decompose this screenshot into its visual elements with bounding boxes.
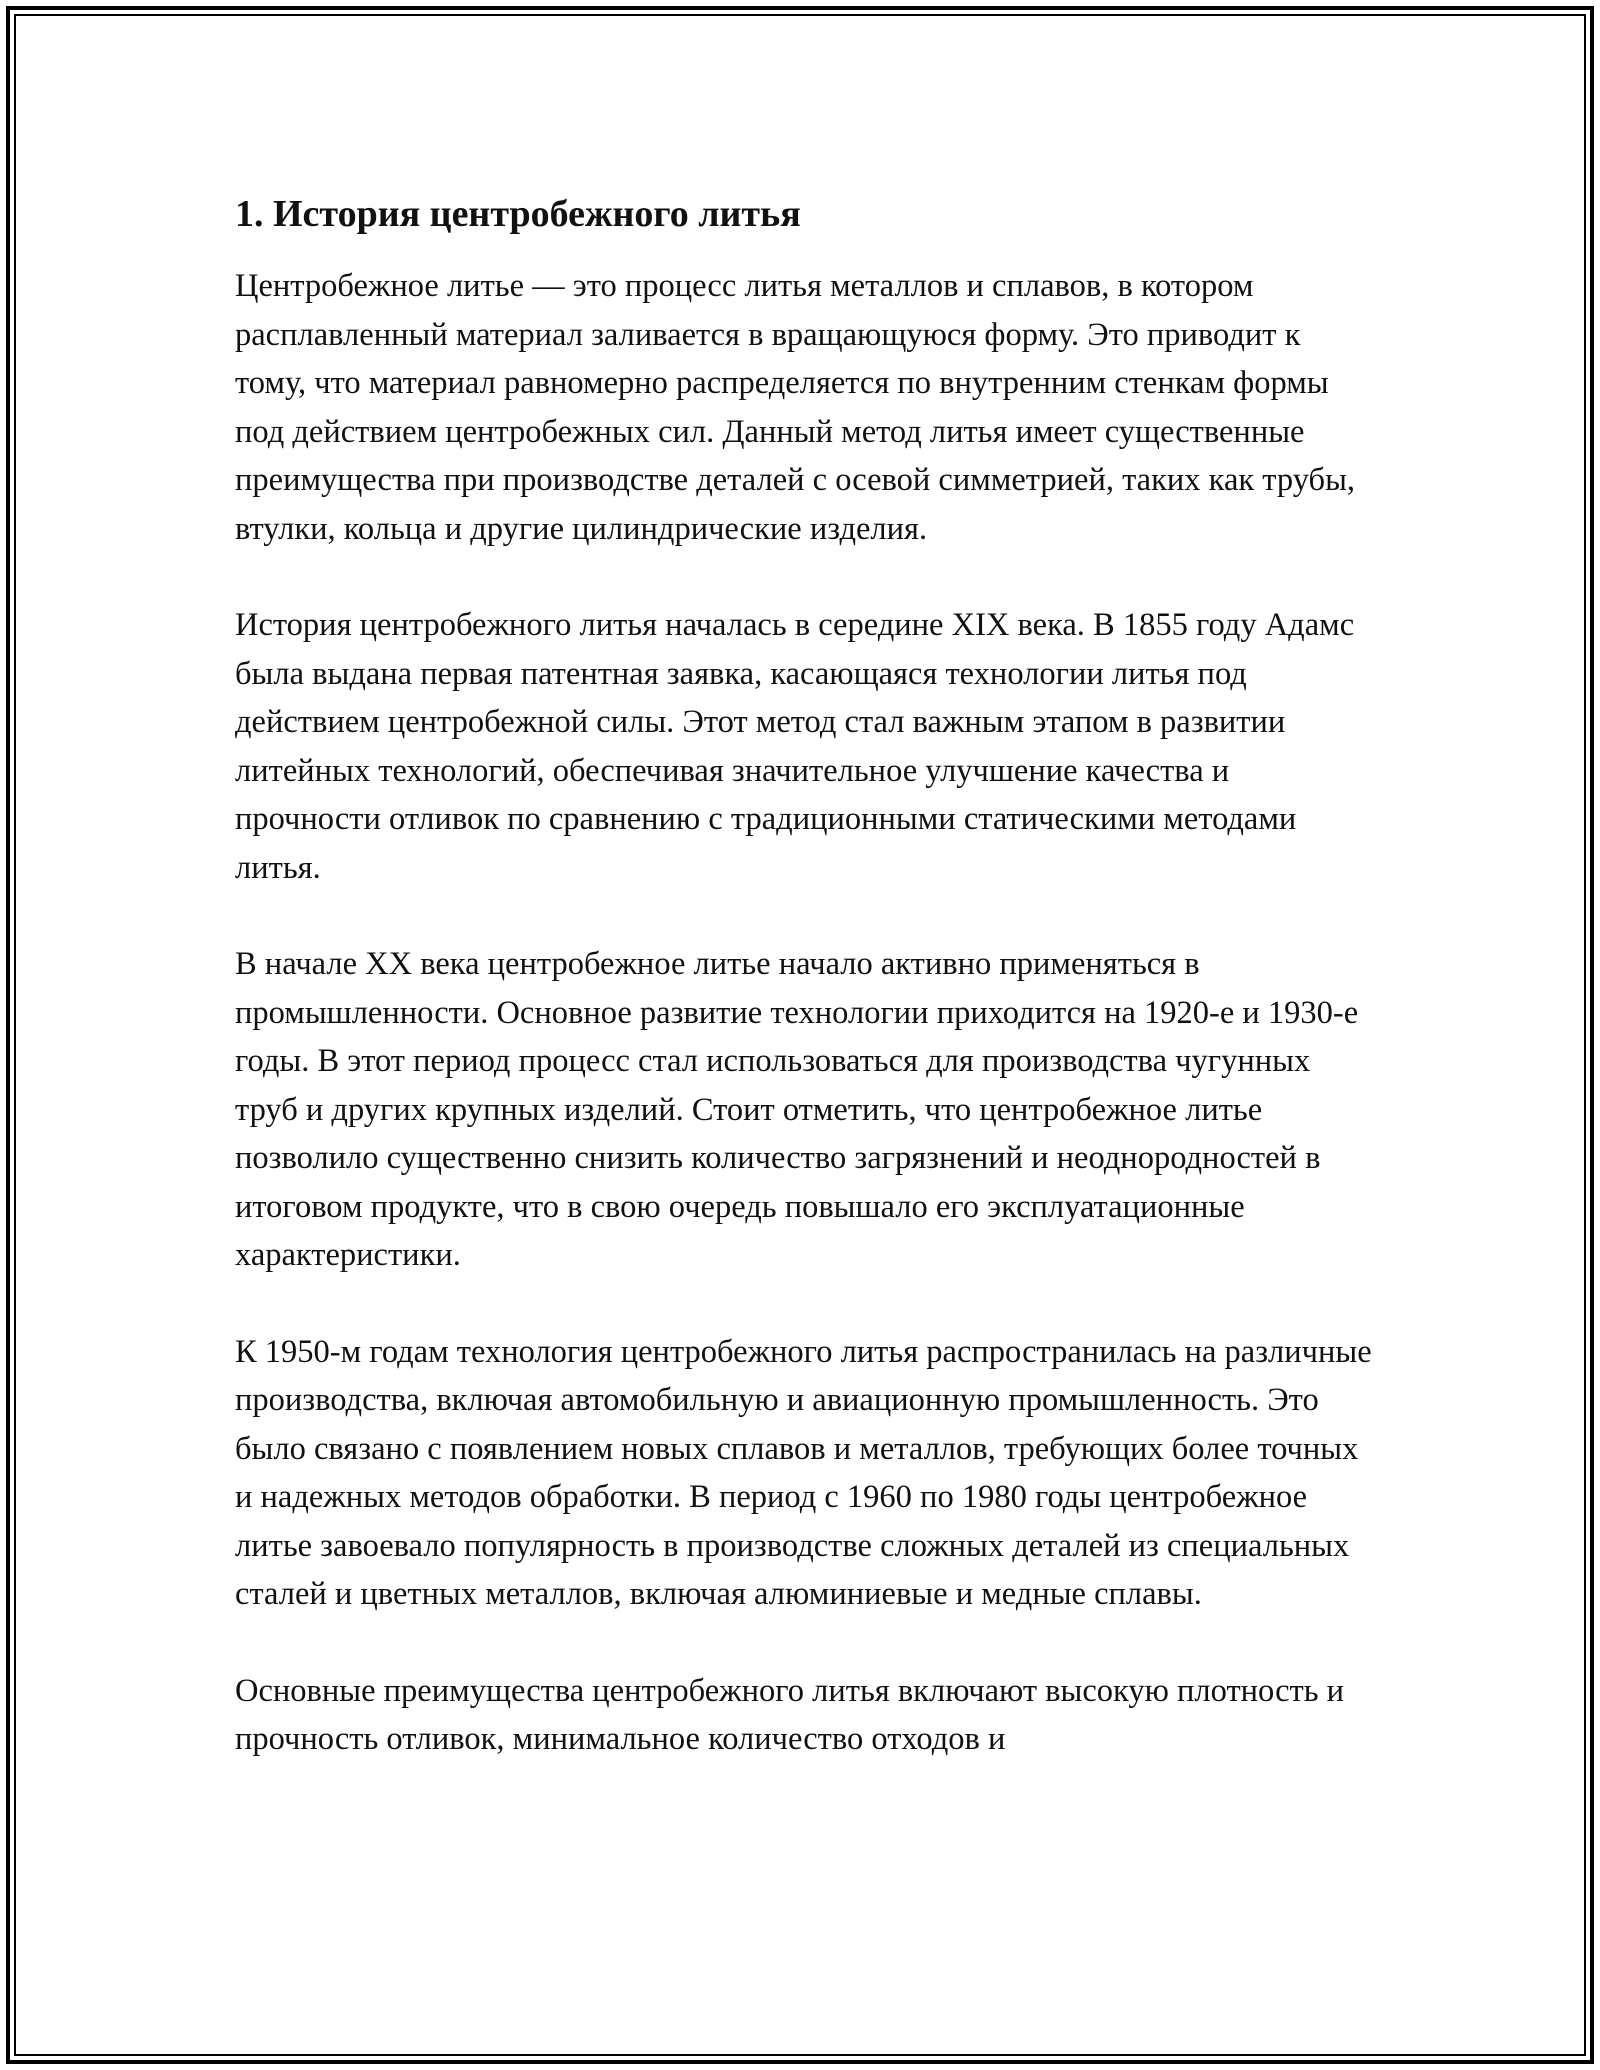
paragraph-intro: Центробежное литье — это процесс литья металлов и сплавов, в котором расплавленный материал заливается в вращающуюся форму. Это приводит к тому, что материал равномерно распределяется по внутренним стенкам формы под действием центробежных сил. Данный метод литья имеет существенные преимущества при производстве деталей с осевой симметрией, таких как трубы, втулки, кольца и другие цилиндрические изделия.	[235, 268, 1356, 547]
document-body	[235, 188, 1375, 1812]
paragraph-1950s: К 1950-м годам технология центробежного литья распространилась на различные производства, включая автомобильную и авиационную промышленность. Это было связано с появлением новых сплавов и металлов, требующих более точных и надежных методов обработки. В период с 1960 по 1980 годы центробежное литье завоевало популярность в производстве сложных деталей из специальных сталей и цветных металлов, включая алюминиевые и медные сплавы.	[235, 1333, 1372, 1612]
paragraph-19th-century: История центробежного литья началась в середине XIX века. В 1855 году Адамс была выдана первая патентная заявка, касающаяся технологии литья под действием центробежной силы. Этот метод стал важным этапом в развитии литейных технологий, обеспечивая значительное улучшение качества и прочности отливок по сравнению с традиционными статическими методами литья.	[235, 607, 1355, 886]
paragraph-advantages: Основные преимущества центробежного литья включают высокую плотность и прочность отливок, минимальное количество отходов и	[235, 1672, 1345, 1757]
section-heading: 1. История центробежного литья	[235, 193, 801, 235]
paragraph-20th-century: В начале XX века центробежное литье начало активно применяться в промышленности. Основное развитие технологии приходится на 1920-е и 1930-е годы. В этот период процесс стал использоваться для производства чугунных труб и других крупных изделий. Стоит отметить, что центробежное литье позволило существенно снизить количество загрязнений и неоднородностей в итоговом продукте, что в свою очередь повышало его эксплуатационные характеристики.	[235, 946, 1359, 1273]
